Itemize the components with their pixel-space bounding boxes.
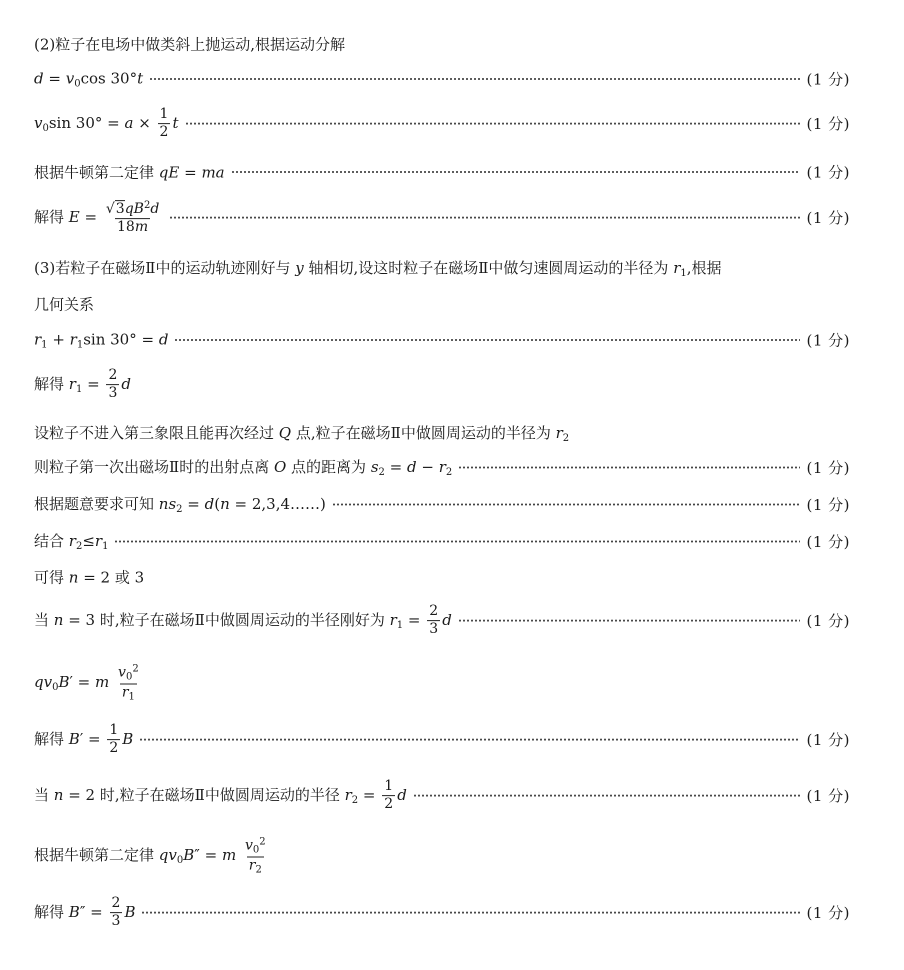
- solve-B1-line: [34, 723, 850, 757]
- force-eq-n3-line: [34, 664, 850, 703]
- dot-leader: [114, 540, 800, 543]
- solve-E-line: [34, 200, 850, 236]
- score-mark: (1 分): [806, 209, 850, 228]
- part3-heading: [34, 257, 850, 279]
- case-n2-formula: 当 n = 2 时,粒子在磁场Ⅱ中做圆周运动的半径 $r_2$ = $\frac{1}{2}$ d: [34, 778, 407, 813]
- equation-r1: [34, 330, 850, 351]
- case-n3-line: [34, 604, 850, 638]
- score-mark: (1 分): [806, 731, 850, 750]
- part2-heading: [34, 34, 850, 55]
- dot-leader: [141, 912, 800, 915]
- score-mark: (1 分): [806, 331, 850, 350]
- dot-leader: [174, 339, 800, 342]
- equation-d: [34, 69, 850, 90]
- n-values-line: [34, 567, 850, 588]
- combine-line: [34, 530, 850, 552]
- equation-v0sin-formula: $v_0\sin$ 30° = a × $\frac{1}{2}$ t: [34, 106, 179, 141]
- score-mark: (1 分): [806, 458, 850, 477]
- score-mark: (1 分): [806, 532, 850, 551]
- dot-leader: [332, 503, 801, 506]
- n-values-text: 可得 n = 2 或 3: [34, 568, 145, 587]
- score-mark: (1 分): [806, 904, 850, 923]
- case-n2-line: [34, 779, 850, 813]
- force-eq-n3-formula: $qv_0B' = m$ $\frac{v_0^2}{r_1}$: [34, 663, 139, 703]
- dot-leader: [169, 217, 800, 220]
- dot-leader: [149, 78, 800, 81]
- dot-leader: [139, 739, 800, 742]
- assumption-line: [34, 422, 850, 444]
- solve-B1-formula: 解得 B′ = $\frac{1}{2}$ B: [34, 722, 134, 757]
- requirement-formula: 根据题意要求可知 $ns_2 = d(n$ = 2,3,4……): [34, 495, 326, 515]
- requirement-line: [34, 493, 850, 515]
- equation-v0sin: [34, 107, 850, 141]
- dot-leader: [231, 171, 801, 174]
- equation-d-formula: $d = v_0\cos$ 30°t: [34, 69, 144, 89]
- solve-r1-line: [34, 368, 850, 402]
- case-n3-formula: 当 n = 3 时,粒子在磁场Ⅱ中做圆周运动的半径刚好为 $r_1$ = $\frac{2}{3}$ d: [34, 603, 452, 638]
- score-mark: (1 分): [806, 612, 850, 631]
- dot-leader: [458, 466, 800, 469]
- solve-B2-formula: 解得 B″ = $\frac{2}{3}$ B: [34, 895, 136, 930]
- equation-r1-formula: $r_1 + r_1\sin$ 30° = d: [34, 330, 169, 350]
- newton-law-line: [34, 162, 850, 183]
- score-mark: (1 分): [806, 115, 850, 134]
- dot-leader: [413, 795, 801, 798]
- force-eq-n2-formula: 根据牛顿第二定律 $qv_0B'' = m$ $\frac{v_0^2}{r_2}$: [34, 836, 266, 876]
- geometry-line: [34, 294, 850, 315]
- solve-E-formula: 解得 E = $\frac{√3qB^2d}{18m}$: [34, 200, 160, 236]
- force-eq-n2-line: [34, 837, 850, 876]
- solve-r1-formula: 解得 $r_1$ = $\frac{2}{3}$ d: [34, 367, 131, 402]
- assumption-text: 设粒子不进入第三象限且能再次经过 Q 点,粒子在磁场Ⅱ中做圆周运动的半径为 $r_2$: [34, 424, 570, 444]
- exit-distance-formula: 则粒子第一次出磁场Ⅱ时的出射点离 O 点的距离为 $s_2 = d - r_2$: [34, 458, 453, 478]
- combine-formula: 结合 $r_2\le r_1$: [34, 532, 109, 552]
- score-mark: (1 分): [806, 787, 850, 806]
- score-mark: (1 分): [806, 163, 850, 182]
- score-mark: (1 分): [806, 495, 850, 514]
- dot-leader: [458, 620, 801, 623]
- part3-heading-text: (3)若粒子在磁场Ⅱ中的运动轨迹刚好与 y 轴相切,设这时粒子在磁场Ⅱ中做匀速圆周运动的半径为 $r_1$,根据: [34, 259, 722, 279]
- newton-law-formula: 根据牛顿第二定律 qE = ma: [34, 163, 225, 182]
- line-text: (2)粒子在电场中做类斜上抛运动,根据运动分解: [34, 35, 346, 54]
- exit-distance-line: [34, 456, 850, 478]
- line-text: 几何关系: [34, 295, 95, 314]
- solve-B2-line: [34, 896, 850, 930]
- dot-leader: [185, 123, 801, 126]
- score-mark: (1 分): [806, 70, 850, 89]
